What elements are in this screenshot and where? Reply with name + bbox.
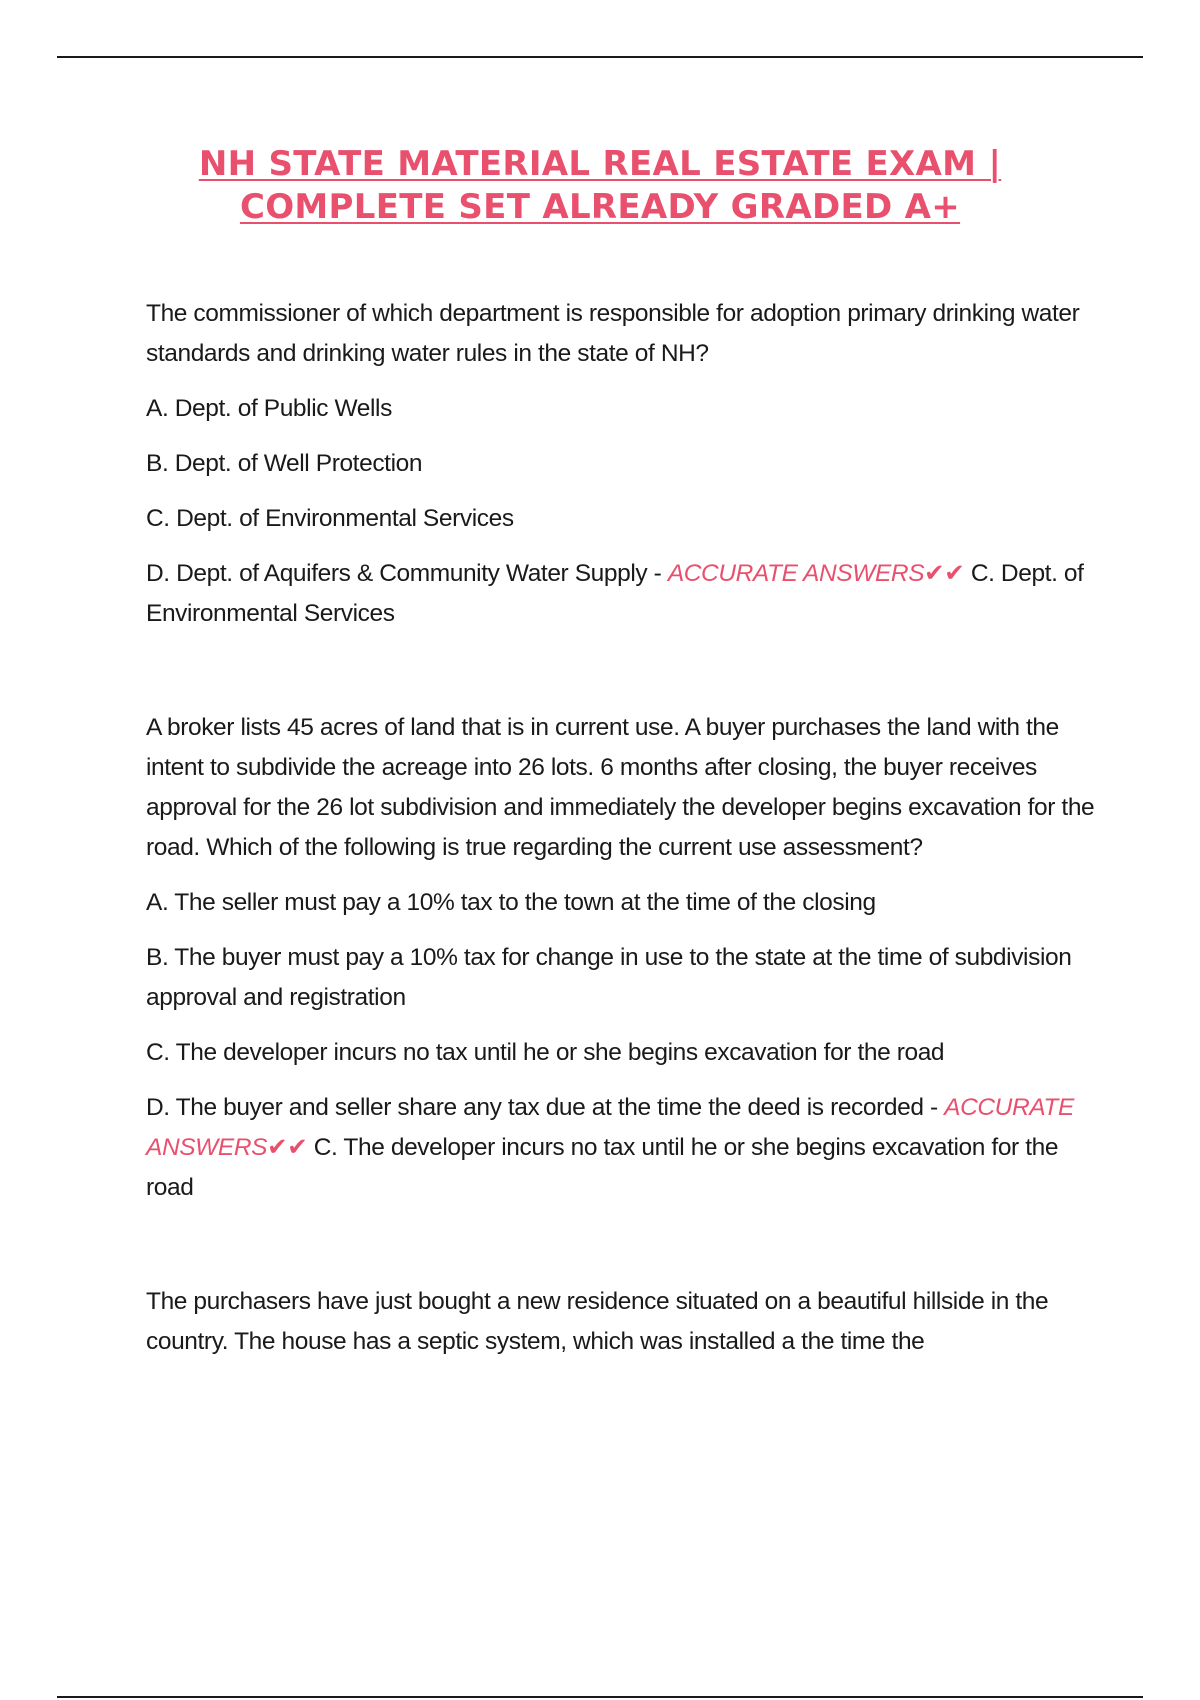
check-icon: ✔✔ [924, 560, 965, 587]
answer-label: ACCURATE ANSWERS [146, 1094, 1074, 1161]
option-a: A. The seller must pay a 10% tax to the town at the time of the closing [146, 889, 876, 916]
document-title [0, 143, 1200, 229]
question-text: The purchasers have just bought a new residence situated on a beautiful hillside in the country. The house has a septic system, which was installed a the time the [146, 1288, 1049, 1355]
question-text: A broker lists 45 acres of land that is in current use. A buyer purchases the land with the intent to subdivide the acreage into 26 lots. 6 months after closing, the buyer receives approval for the 26 lot subdivision and immediately the developer begins excavation for the road. Which of the following is true regarding the current use assessment? [146, 714, 1095, 861]
title-line-2: COMPLETE SET ALREADY GRADED A+ [239, 187, 961, 227]
option-d: D. The buyer and seller share any tax due at the time the deed is recorded - [146, 1094, 945, 1121]
document-body [146, 294, 1096, 1436]
question-block-2 [146, 708, 1096, 1208]
option-d: D. Dept. of Aquifers & Community Water Supply - [146, 560, 668, 587]
top-rule [57, 56, 1143, 58]
question-block-1 [146, 294, 1096, 634]
question-text: The commissioner of which department is responsible for adoption primary drinking water standards and drinking water rules in the state of NH? [146, 300, 1080, 367]
option-c: C. The developer incurs no tax until he or she begins excavation for the road [146, 1039, 945, 1066]
answer-label: ACCURATE ANSWERS [667, 560, 925, 587]
correct-answer: C. Dept. of Environmental Services [146, 560, 1084, 627]
option-b: B. Dept. of Well Protection [146, 450, 423, 477]
option-a: A. Dept. of Public Wells [146, 395, 392, 422]
option-c: C. Dept. of Environmental Services [146, 505, 514, 532]
check-icon: ✔✔ [267, 1134, 308, 1161]
title-line-1: NH STATE MATERIAL REAL ESTATE EXAM | [198, 144, 1002, 184]
option-d-with-answer [146, 1088, 1096, 1208]
option-d-with-answer [146, 554, 1096, 634]
option-b: B. The buyer must pay a 10% tax for change in use to the state at the time of subdivision approval and registration [146, 944, 1072, 1011]
correct-answer: C. The developer incurs no tax until he or she begins excavation for the road [146, 1134, 1059, 1201]
question-block-3 [146, 1282, 1096, 1362]
bottom-rule [57, 1696, 1143, 1698]
